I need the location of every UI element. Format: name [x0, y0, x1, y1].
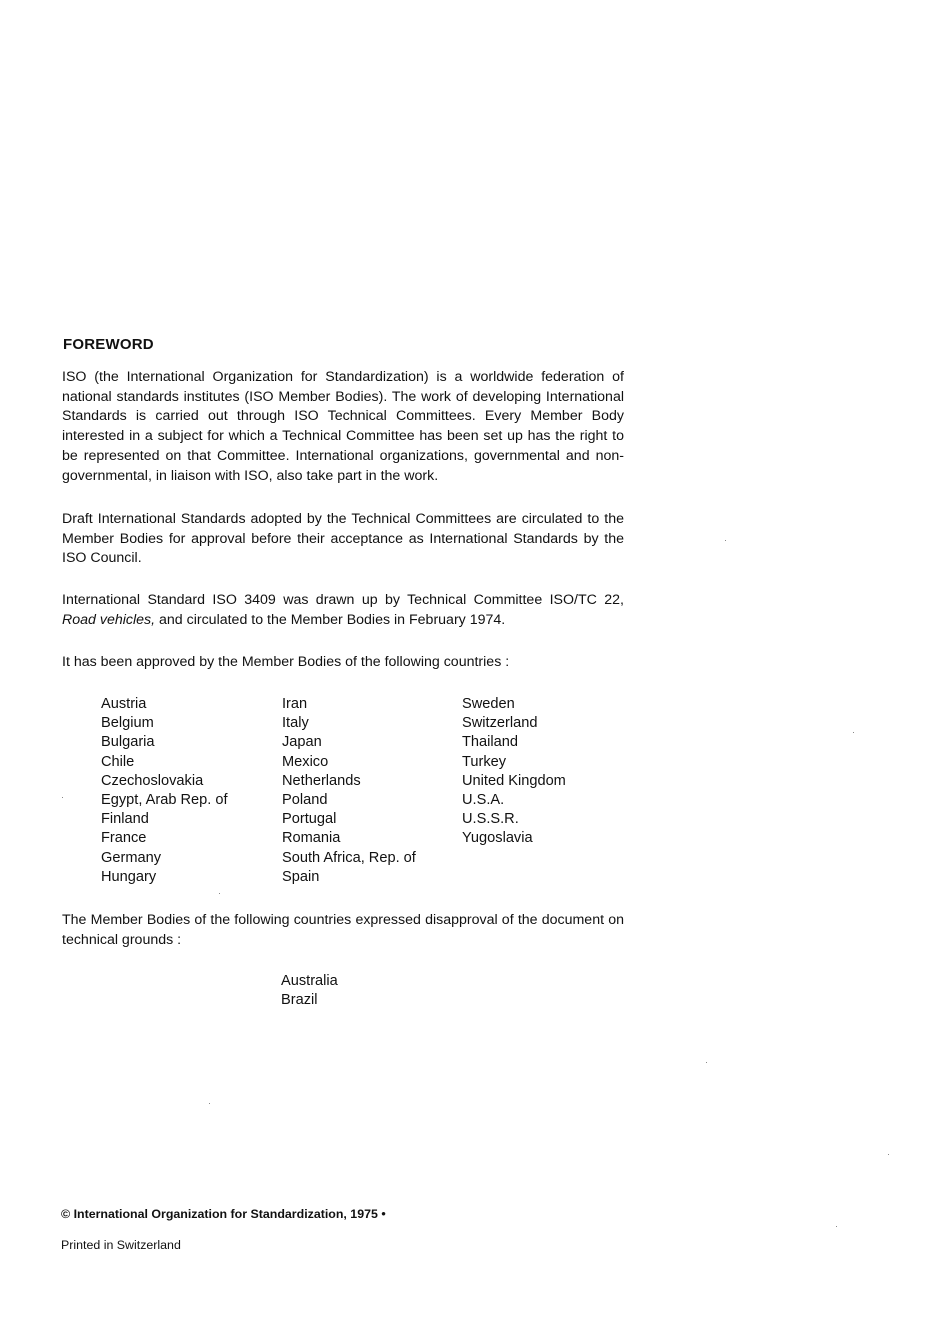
scan-speck — [888, 1154, 889, 1155]
country-name: Yugoslavia — [462, 830, 533, 847]
committee-title: Road vehicles, — [62, 611, 156, 628]
scan-speck — [706, 1062, 707, 1063]
country-name: Spain — [282, 868, 320, 885]
country-name: Egypt, Arab Rep. of — [101, 792, 228, 809]
country-name: Hungary — [101, 868, 157, 885]
country-name: Austria — [101, 696, 147, 712]
scan-speck — [209, 1103, 210, 1104]
scan-speck — [853, 732, 854, 733]
country-name: United Kingdom — [462, 772, 566, 789]
standard-text-before: International Standard ISO 3409 was drawn up by Technical Committee ISO/TC 22, — [62, 592, 624, 608]
foreword-paragraph-drafts: Draft International Standards adopted by the Technical Committees are circulated to the Member Bodies for approval before their acceptance as International Standards by the ISO Council. — [62, 511, 624, 567]
approved-countries-column-3 — [462, 695, 566, 849]
country-name: Italy — [282, 715, 309, 732]
country-name: Belgium — [101, 715, 154, 732]
country-name: South Africa, Rep. of — [282, 849, 416, 866]
country-name: Iran — [282, 696, 308, 712]
scan-speck — [62, 797, 63, 798]
scan-speck — [219, 893, 220, 894]
country-name: Bulgaria — [101, 734, 155, 751]
country-name: Romania — [282, 830, 341, 847]
scan-speck — [725, 540, 726, 541]
country-name: Australia — [281, 973, 338, 989]
country-name: Japan — [282, 734, 322, 751]
country-name: Czechoslovakia — [101, 772, 204, 789]
disapproving-countries — [281, 972, 338, 1010]
country-name: Thailand — [462, 734, 518, 751]
approval-intro: It has been approved by the Member Bodies of the following countries : — [62, 654, 510, 670]
foreword-heading: FOREWORD — [63, 336, 154, 353]
scan-speck — [836, 1226, 837, 1227]
country-name: U.S.S.R. — [462, 811, 519, 828]
country-name: Finland — [101, 811, 149, 828]
country-name: Chile — [101, 753, 135, 770]
country-name: Germany — [101, 849, 162, 866]
country-name: Brazil — [281, 992, 318, 1009]
copyright-notice: © International Organization for Standardization, 1975 • — [61, 1207, 386, 1221]
country-name: Turkey — [462, 753, 507, 770]
country-name: U.S.A. — [462, 792, 505, 809]
country-name: Switzerland — [462, 715, 538, 732]
standard-text-after: and circulated to the Member Bodies in February 1974. — [155, 611, 506, 628]
disapproval-intro: The Member Bodies of the following countries expressed disapproval of the document on technical grounds : — [62, 912, 624, 948]
country-name: France — [101, 830, 147, 847]
country-name: Poland — [282, 792, 328, 809]
country-name: Sweden — [462, 696, 515, 712]
approved-countries-column-2 — [282, 695, 416, 887]
foreword-paragraph-standard — [62, 591, 624, 630]
printed-notice: Printed in Switzerland — [61, 1238, 181, 1252]
country-name: Portugal — [282, 811, 337, 828]
country-name: Netherlands — [282, 772, 361, 789]
country-name: Mexico — [282, 753, 329, 770]
foreword-paragraph-iso: ISO (the International Organization for Standardization) is a worldwide federation of national standards institutes (ISO Member Bodies). The work of developing International Standards is carried out through ISO Technical Committees. Every Member Body interested in a subject for which a Technical Committee has been set up has the right to be represented on that Committee. International organizations, governmental and non-governmental, in liaison with ISO, also take part in the work. — [62, 369, 624, 484]
approved-countries-column-1 — [101, 695, 228, 887]
